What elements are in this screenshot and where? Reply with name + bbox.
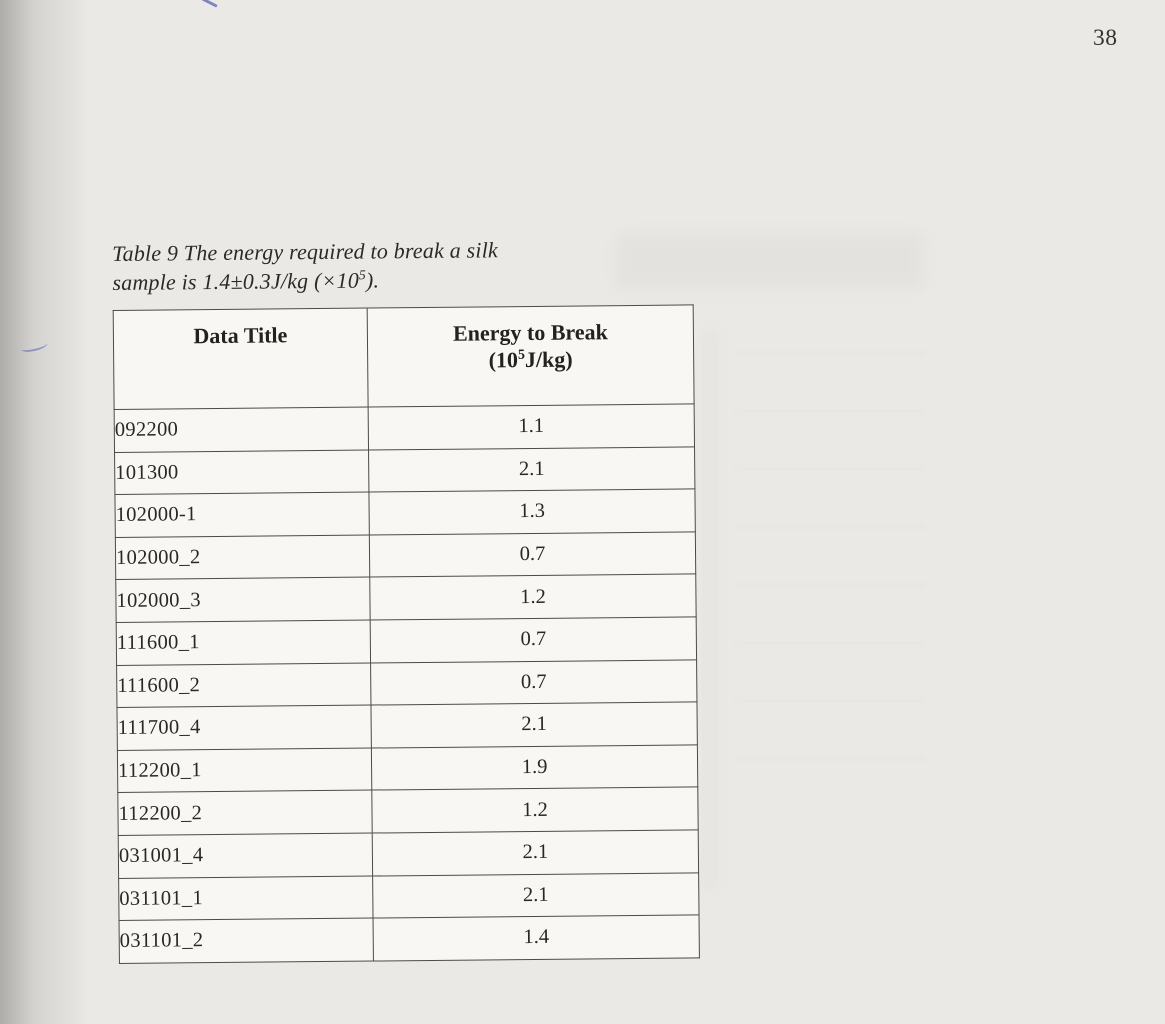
table-row: [119, 915, 699, 963]
column-header-energy: Energy to Break $(10^5J/kg)$: [367, 305, 694, 407]
data-title-cell: 031101_2: [119, 918, 373, 963]
data-title-cell: 102000_3: [116, 577, 370, 622]
caption-line-2: sample is 1.4±0.3J/kg $(\times 10^5)$.: [112, 266, 380, 295]
caption-exponent: 5: [358, 266, 366, 282]
energy-value-cell: 2.1: [373, 872, 699, 918]
data-title-cell: 112200_1: [117, 748, 371, 793]
energy-value-cell: 2.1: [369, 447, 695, 493]
data-title-cell: 102000-1: [115, 492, 369, 537]
data-title-cell: 031001_4: [118, 833, 372, 878]
table-row: [117, 702, 697, 750]
table-body: [114, 404, 699, 963]
page-number: 38: [1093, 25, 1118, 51]
header-row: [113, 305, 694, 410]
caption-line-1: Table 9 The energy required to break a silk: [112, 237, 499, 266]
energy-value-cell: 1.2: [370, 574, 696, 620]
table-row: [117, 659, 697, 707]
table-row: [116, 617, 696, 665]
unit-exponent: 5: [517, 347, 526, 363]
energy-value-cell: 0.7: [370, 617, 696, 663]
table-row: [115, 489, 695, 537]
bleed-through-line: [703, 330, 717, 890]
data-title-cell: 111600_1: [116, 620, 370, 665]
data-title-cell: 101300: [115, 450, 369, 495]
table-row: [116, 574, 696, 622]
energy-value-cell: 1.1: [368, 404, 694, 450]
energy-value-cell: 1.4: [373, 915, 699, 961]
page-spine-shadow: [0, 0, 90, 1024]
energy-value-cell: 1.2: [372, 787, 698, 833]
data-title-cell: 031101_1: [119, 876, 373, 921]
bleed-through-table-ghost: [735, 352, 925, 782]
table-caption: [112, 235, 673, 297]
data-title-cell: 102000_2: [115, 535, 369, 580]
energy-value-cell: 0.7: [369, 532, 695, 578]
content-block: [112, 234, 700, 963]
column-header-energy-unit: $(10^5J/kg)$: [488, 346, 573, 372]
table-row: [115, 532, 695, 580]
data-title-cell: 111700_4: [117, 705, 371, 750]
table-row: [119, 872, 699, 920]
table-row: [117, 745, 697, 793]
data-title-cell: 111600_2: [117, 663, 371, 708]
table-row: [114, 404, 694, 452]
blue-pen-mark-top: [201, 0, 218, 8]
energy-value-cell: 1.9: [371, 745, 697, 791]
data-title-cell: 112200_2: [118, 790, 372, 835]
table-row: [118, 830, 698, 878]
energy-value-cell: 1.3: [369, 489, 695, 535]
energy-value-cell: 0.7: [371, 659, 697, 705]
column-header-data-title: Data Title: [113, 308, 368, 409]
table-row: [118, 787, 698, 835]
table-row: [115, 447, 695, 495]
data-table: [113, 304, 700, 963]
data-title-cell: 092200: [114, 407, 368, 452]
energy-value-cell: 2.1: [372, 830, 698, 876]
energy-value-cell: 2.1: [371, 702, 697, 748]
